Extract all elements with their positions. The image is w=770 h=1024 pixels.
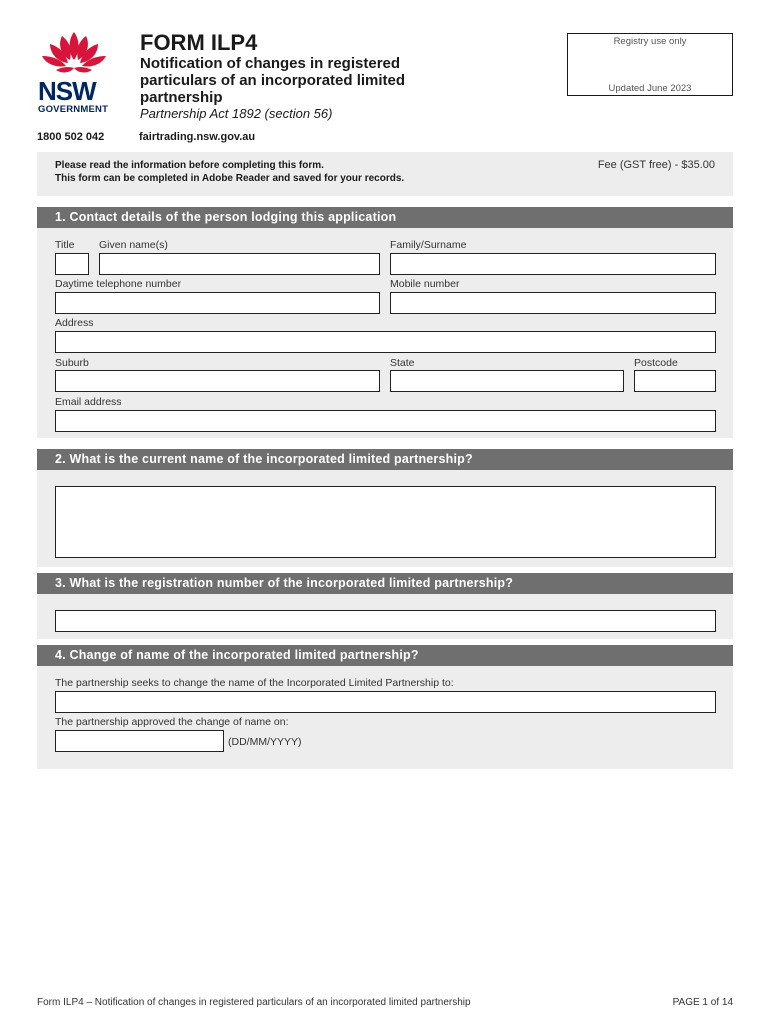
- postcode-field[interactable]: [634, 370, 716, 392]
- surname-field[interactable]: [390, 253, 716, 275]
- given-names-label: Given name(s): [99, 239, 168, 251]
- website-link[interactable]: fairtrading.nsw.gov.au: [139, 131, 256, 143]
- registry-use-label: Registry use only: [613, 36, 687, 47]
- phone-number: 1800 502 042: [37, 131, 105, 143]
- section-3-header: 3. What is the registration number of the incorporated limited partnership?: [37, 573, 733, 594]
- date-format-hint: (DD/MM/YYYY): [228, 736, 302, 748]
- fee-label: Fee (GST free) - $35.00: [597, 159, 715, 171]
- title-field[interactable]: [55, 253, 89, 275]
- new-name-label: The partnership seeks to change the name of the Incorporated Limited Partnership to:: [55, 677, 454, 689]
- info-box: [37, 152, 733, 196]
- registration-number-field[interactable]: [55, 610, 716, 632]
- suburb-field[interactable]: [55, 370, 380, 392]
- footer-form-name: Form ILP4 – Notification of changes in registered particulars of an incorporated limited partnership: [37, 997, 471, 1008]
- email-field[interactable]: [55, 410, 716, 432]
- given-names-field[interactable]: [99, 253, 380, 275]
- new-name-field[interactable]: [55, 691, 716, 713]
- approved-date-label: The partnership approved the change of name on:: [55, 716, 289, 728]
- section-change-of-name: [37, 645, 733, 769]
- logo-nsw-text: NSW: [38, 76, 96, 106]
- updated-date-label: Updated June 2023: [608, 83, 692, 94]
- mobile-label: Mobile number: [390, 278, 460, 290]
- info-read-first: Please read the information before completing this form.: [55, 160, 324, 171]
- postcode-label: Postcode: [634, 357, 678, 369]
- email-label: Email address: [55, 396, 122, 408]
- registry-use-box: [567, 33, 733, 96]
- suburb-label: Suburb: [55, 357, 89, 369]
- section-current-name: [37, 449, 733, 567]
- footer-page-number: PAGE 1 of 14: [672, 997, 733, 1008]
- daytime-phone-field[interactable]: [55, 292, 380, 314]
- form-subtitle: Notification of changes in registered particulars of an incorporated limited partnership: [140, 55, 406, 106]
- state-label: State: [390, 357, 415, 369]
- state-field[interactable]: [390, 370, 624, 392]
- daytime-phone-label: Daytime telephone number: [55, 278, 182, 290]
- section-registration-number: [37, 573, 733, 639]
- section-contact-details: [37, 207, 733, 438]
- form-title: FORM ILP4: [140, 30, 258, 55]
- form-act-reference: Partnership Act 1892 (section 56): [140, 106, 333, 121]
- surname-label: Family/Surname: [390, 239, 467, 251]
- address-field[interactable]: [55, 331, 716, 353]
- waratah-icon: [34, 30, 114, 80]
- section-4-header: 4. Change of name of the incorporated limited partnership?: [37, 645, 733, 666]
- current-name-textarea[interactable]: [55, 486, 716, 558]
- logo-government-text: GOVERNMENT: [38, 104, 109, 115]
- section-1-header: 1. Contact details of the person lodging this application: [37, 207, 733, 228]
- title-label: Title: [55, 239, 75, 251]
- info-adobe-reader: This form can be completed in Adobe Reader and saved for your records.: [55, 173, 405, 184]
- approved-date-field[interactable]: [55, 730, 224, 752]
- section-2-header: 2. What is the current name of the incorporated limited partnership?: [37, 449, 733, 470]
- mobile-field[interactable]: [390, 292, 716, 314]
- address-label: Address: [55, 317, 94, 329]
